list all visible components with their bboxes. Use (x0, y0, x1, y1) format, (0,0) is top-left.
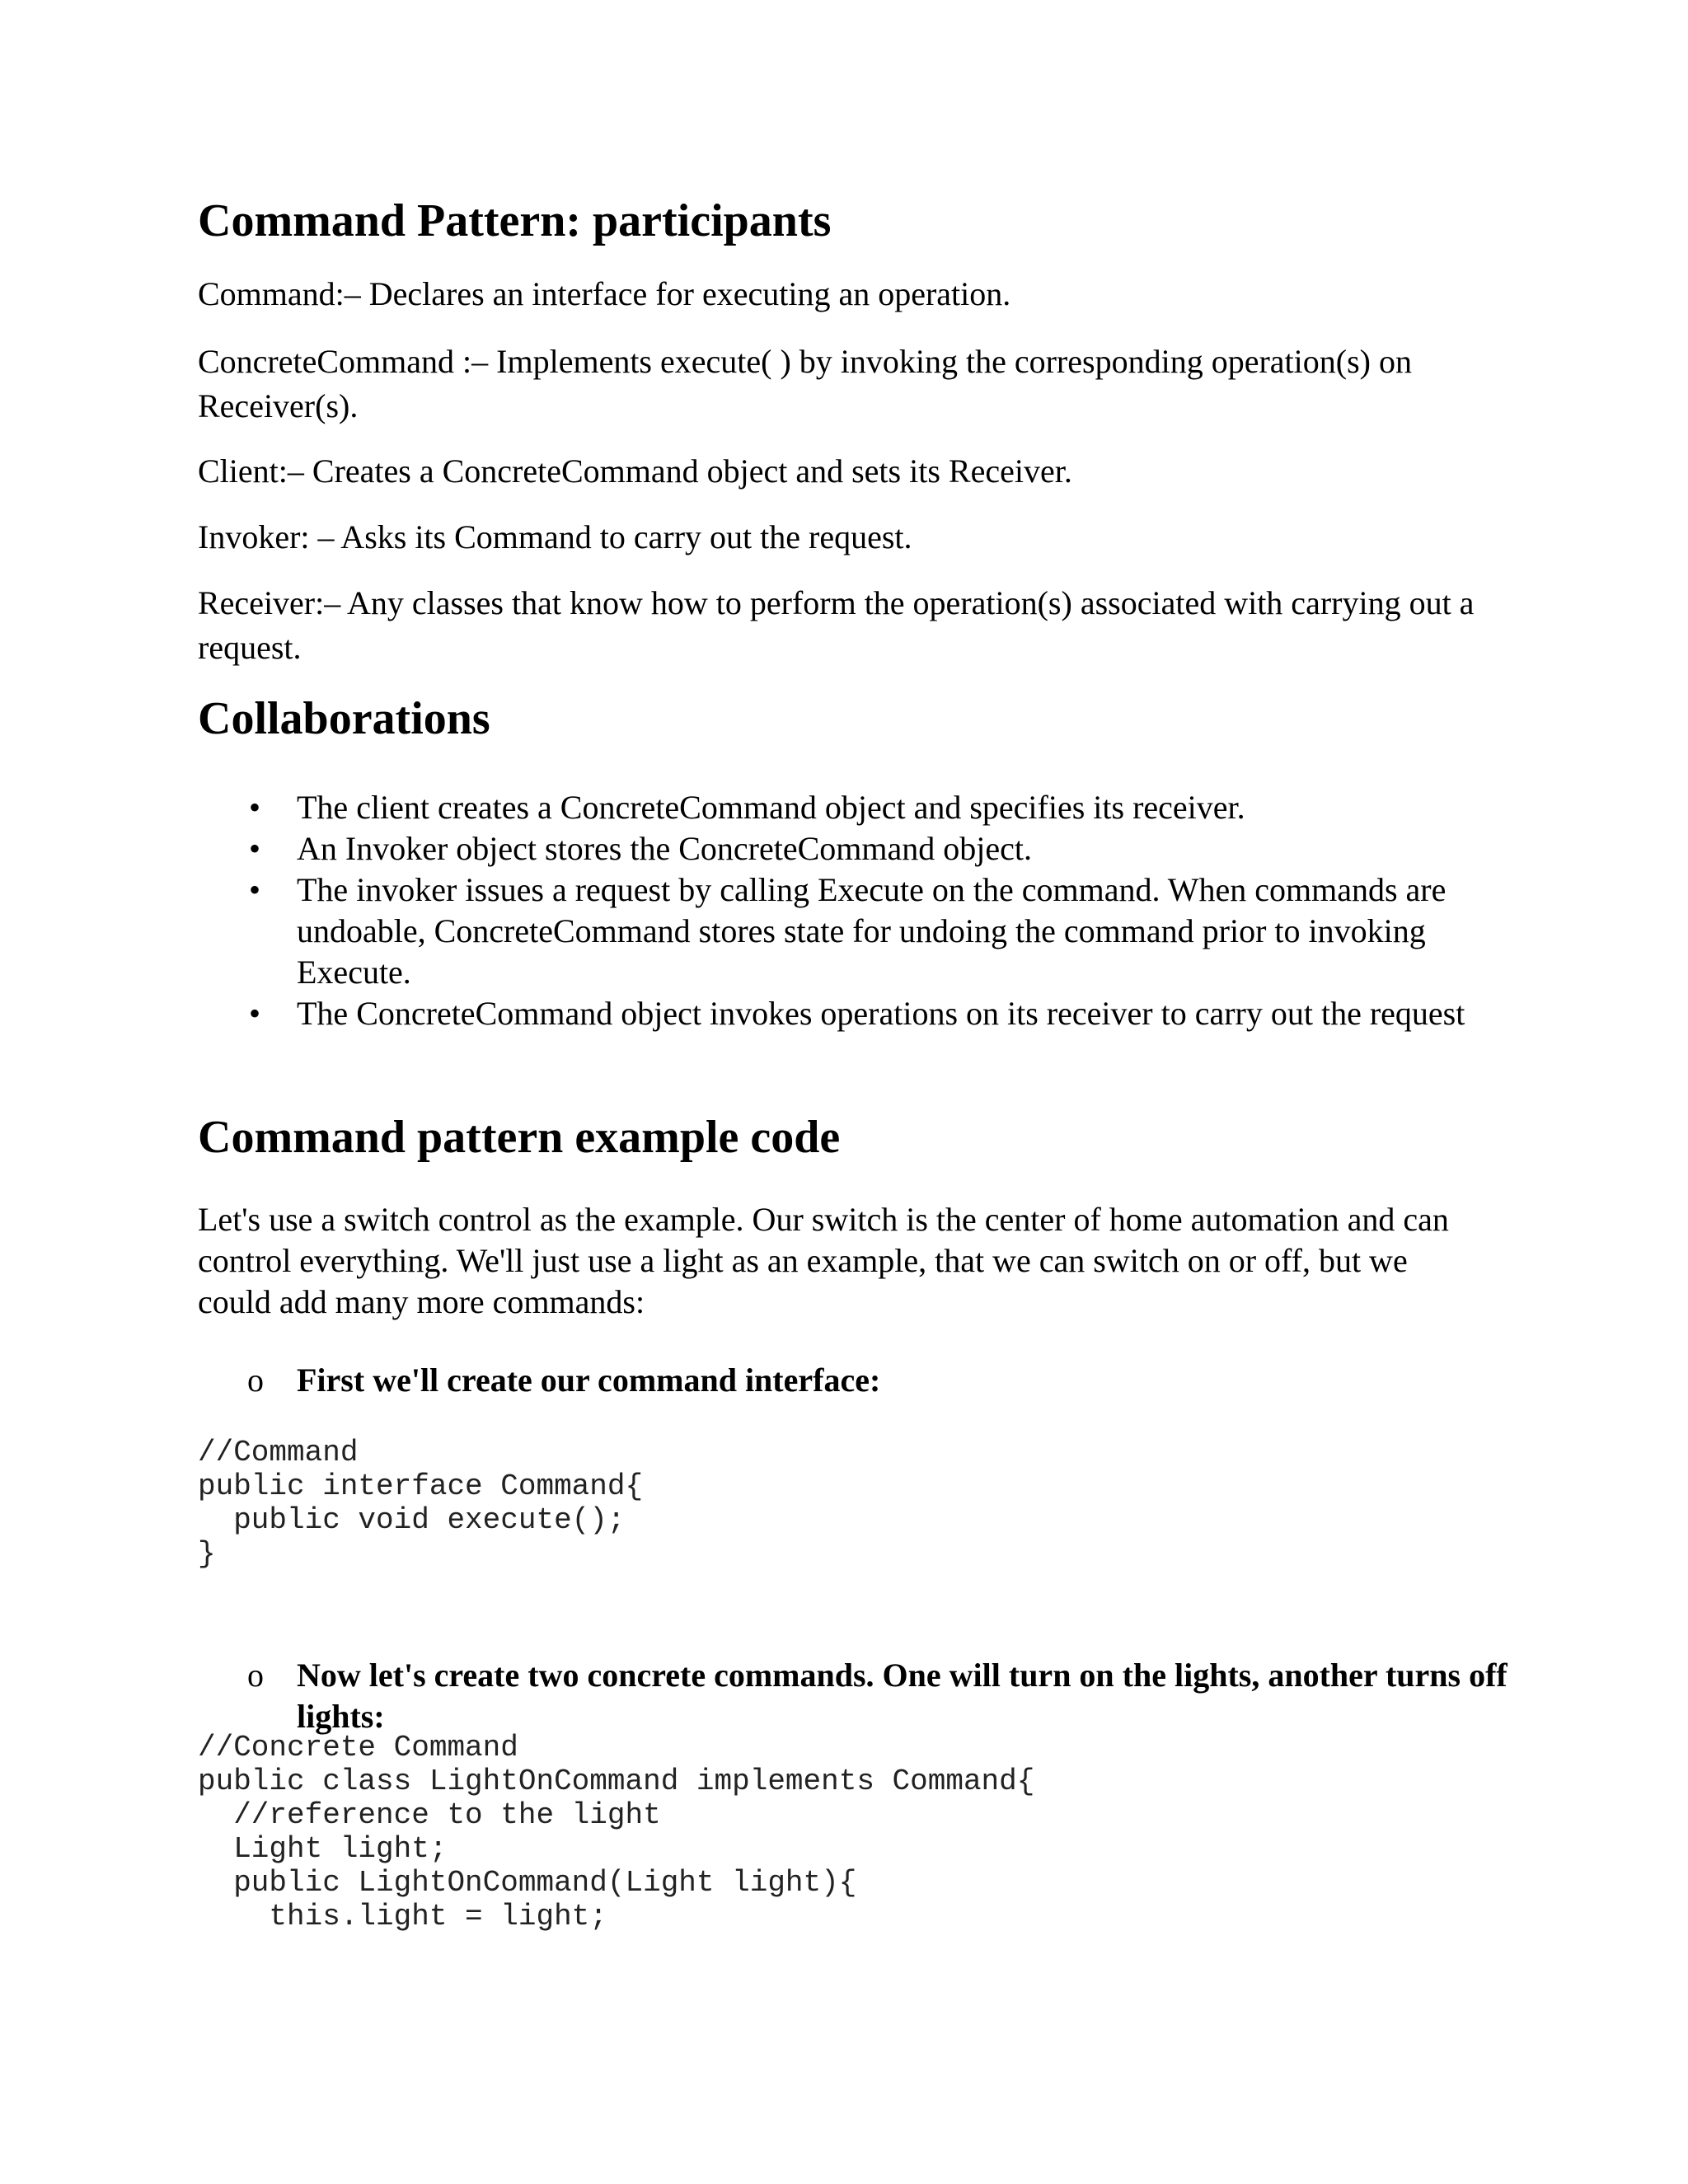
participant-receiver: Receiver:– Any classes that know how to perform the operation(s) associated with carrying out a request. (198, 584, 1475, 666)
code-block-command-interface: //Command public interface Command{ public void execute(); } (198, 1436, 644, 1571)
bullet-icon: • (249, 830, 261, 867)
code-block-light-on-command: //Concrete Command public class LightOnCommand implements Command{ //reference to the light Light light; public LightOnCommand(Light light){ this.light = light; (198, 1731, 1035, 1933)
collaborations-heading: Collaborations (198, 693, 490, 744)
example-step-1 (198, 1360, 1582, 1401)
circle-bullet-icon: o (247, 1657, 264, 1694)
list-item-text: An Invoker object stores the ConcreteCommand object. (297, 830, 1032, 867)
example-intro: Let's use a switch control as the example. Our switch is the center of home automation and can control everything. We'll just use a light as an example, that we can switch on or off, but we could add many more commands: (198, 1201, 1449, 1320)
participant-invoker: Invoker: – Asks its Command to carry out the request. (198, 518, 912, 555)
list-item-text: The ConcreteCommand object invokes operations on its receiver to carry out the request (297, 995, 1465, 1032)
example-heading: Command pattern example code (198, 1112, 841, 1163)
bullet-icon: • (249, 871, 261, 908)
example-step-1-text: First we'll create our command interface: (297, 1361, 881, 1399)
participant-concrete-command: ConcreteCommand :– Implements execute( ) by invoking the corresponding operation(s) on Receiver(s). (198, 343, 1412, 424)
bullet-icon: • (249, 995, 261, 1032)
list-item-text: The invoker issues a request by calling Execute on the command. When commands are undoable, ConcreteCommand stores state for undoing the command prior to invoking Execute. (297, 871, 1447, 991)
list-item (198, 787, 1484, 828)
list-item (198, 993, 1484, 1034)
page-title: Command Pattern: participants (198, 195, 832, 246)
collaborations-list (198, 787, 1484, 1034)
list-item (198, 828, 1484, 869)
participant-client: Client:– Creates a ConcreteCommand object and sets its Receiver. (198, 452, 1072, 490)
participant-command: Command:– Declares an interface for executing an operation. (198, 275, 1011, 312)
example-step-2 (198, 1655, 1582, 1737)
list-item (198, 869, 1484, 993)
circle-bullet-icon: o (247, 1361, 264, 1399)
example-step-2-text: Now let's create two concrete commands. One will turn on the lights, another turns off lights: (297, 1657, 1507, 1735)
list-item-text: The client creates a ConcreteCommand object and specifies its receiver. (297, 789, 1245, 826)
bullet-icon: • (249, 789, 261, 826)
